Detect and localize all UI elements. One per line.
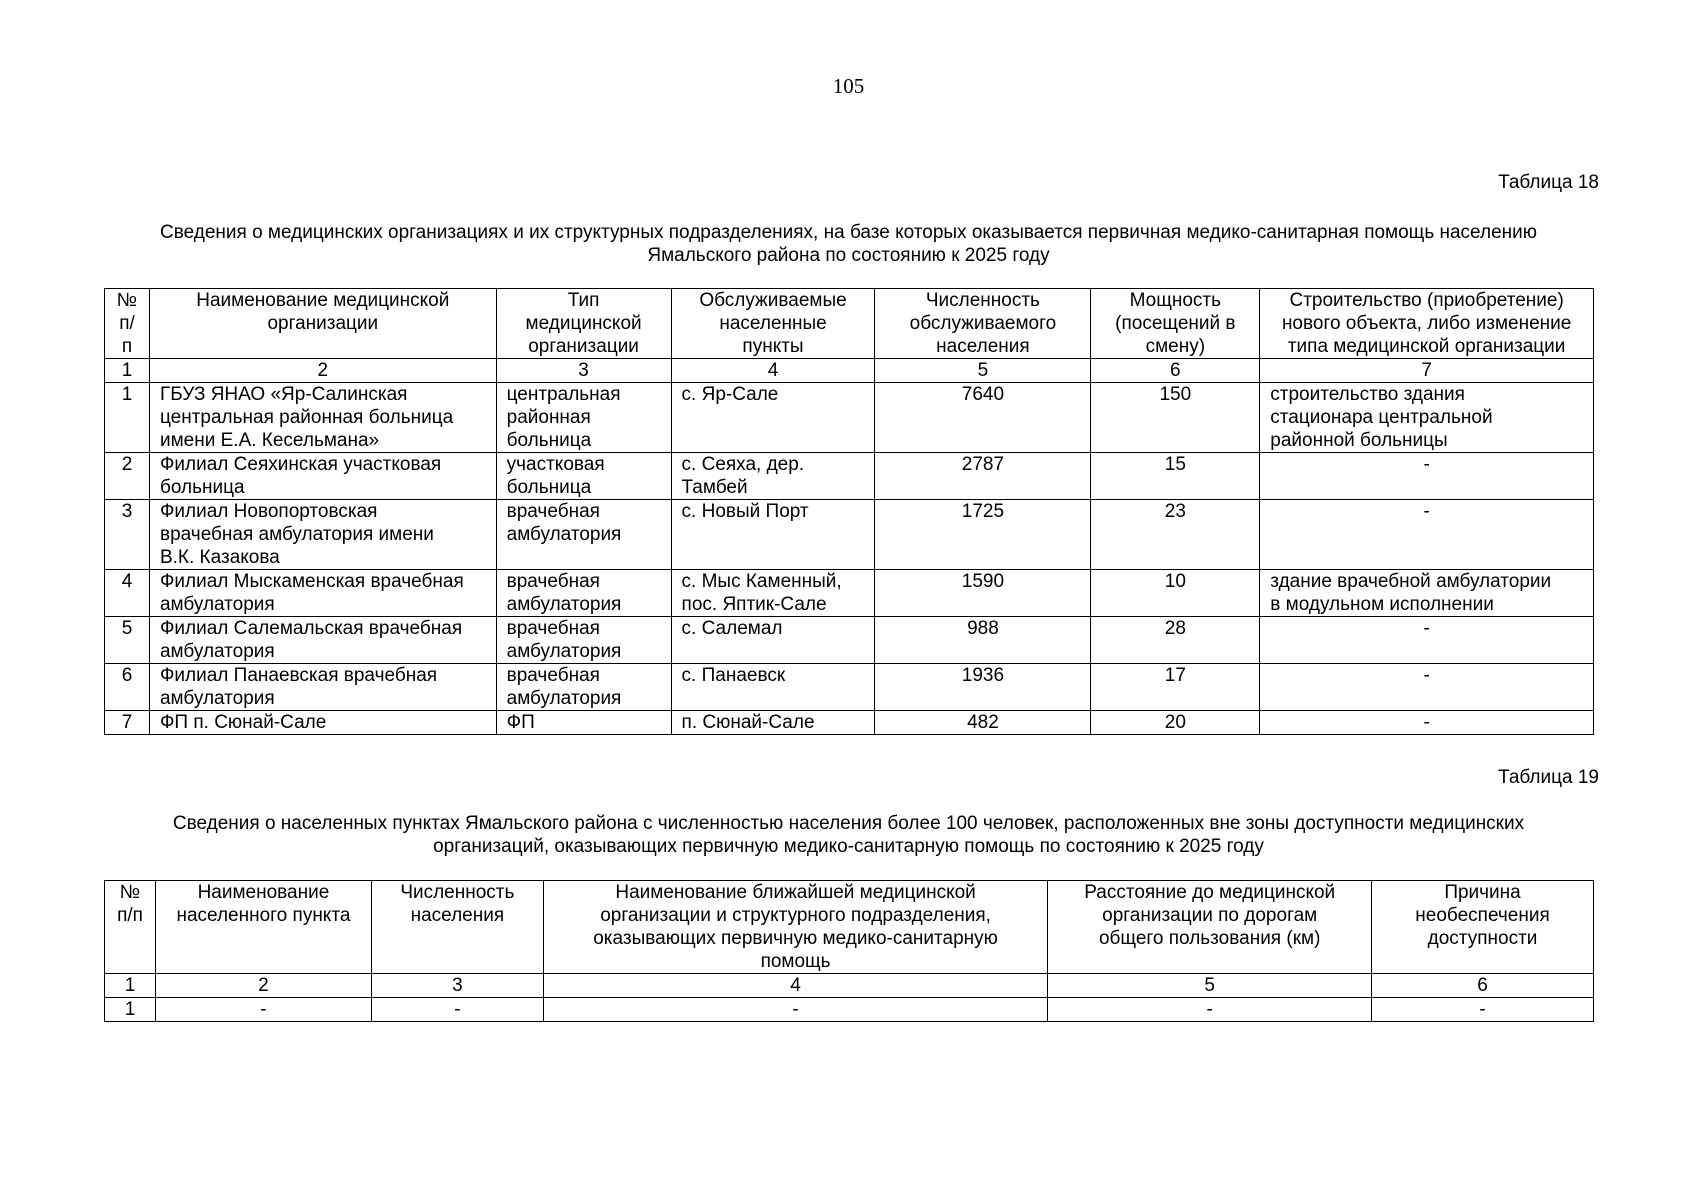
table18-cell-name-line: ГБУЗ ЯНАО «Яр-Салинская [159, 384, 408, 405]
table19-header-cell-line: организации по дорогам [1102, 905, 1318, 926]
table18-column-number [105, 359, 150, 383]
table19-cell-line: - [454, 999, 461, 1020]
table18-column-number [1091, 359, 1260, 383]
table18-cell-capacity [1091, 383, 1260, 453]
table18-column-numbers [105, 359, 1594, 383]
table18-cell-capacity-line: 28 [1164, 618, 1186, 639]
table-row [105, 664, 1594, 711]
table19-cell [1048, 998, 1372, 1022]
table18-cell-settlements-line: с. Панаевск [681, 665, 786, 686]
table18-cell-settlements-line: с. Мыс Каменный, [681, 571, 842, 592]
table18-cell-construction [1260, 617, 1594, 664]
table18-cell-type-line: центральная [506, 384, 621, 405]
table18-header-cell-line: Наименование медицинской [196, 290, 450, 311]
table19-header-cell-line: помощь [760, 951, 831, 972]
table18-cell-population-line: 1936 [961, 665, 1005, 686]
table18-column-number-line: 3 [578, 360, 589, 381]
table18-header-cell-line: населенные [719, 313, 827, 334]
table18-cell-capacity-line: 23 [1164, 501, 1186, 522]
table18-cell-num [105, 500, 150, 570]
table18-cell-settlements-line: с. Новый Порт [681, 501, 809, 522]
table19-header-cell [105, 881, 156, 974]
table18-cell-name [149, 500, 496, 570]
table18-cell-name-line: Филиал Салемальская врачебная [159, 618, 463, 639]
table18-cell-population [875, 711, 1091, 735]
table18-header-cell-line: обслуживаемого [909, 313, 1057, 334]
table18-header-cell-line: организации [267, 313, 379, 334]
table19-cell [1372, 998, 1594, 1022]
table18-cell-capacity [1091, 500, 1260, 570]
table18-header-cell-line: населения [936, 336, 1030, 357]
table19-column-number-line: 5 [1204, 975, 1215, 996]
table-row [105, 453, 1594, 500]
table19-cell [105, 998, 156, 1022]
table18-cell-name-line: больница [159, 477, 245, 498]
table18-header-cell-line: смену) [1145, 336, 1206, 357]
table18-header-cell-line: Тип [567, 290, 600, 311]
table18-cell-name-line: врачебная амбулатория имени [159, 524, 434, 545]
table18-header-cell-line: медицинской [525, 313, 642, 334]
table18-column-number-line: 4 [767, 360, 779, 381]
table18-cell-construction [1260, 453, 1594, 500]
table18-cell-construction-line: строительство здания [1270, 384, 1465, 405]
table-row [105, 617, 1594, 664]
table19-caption-line2: организаций, оказывающих первичную медико-санитарную помощь по состоянию к 2025 году [433, 836, 1264, 857]
table19-cell [371, 998, 543, 1022]
table18-cell-construction [1260, 500, 1594, 570]
table18-column-number-line: 7 [1421, 360, 1432, 381]
table18-cell-name-line: Филиал Сеяхинская участковая [159, 454, 442, 475]
table-row [105, 711, 1594, 735]
table19-header-cell-line: № [119, 882, 141, 903]
table19-column-number-line: 2 [258, 975, 269, 996]
table18-caption [104, 221, 1593, 267]
table19-header-cell-line: организации и структурного подразделения, [600, 905, 991, 926]
table18-cell-capacity [1091, 453, 1260, 500]
table19-header-cell-line: п/п [117, 905, 143, 926]
table18-cell-name-line: центральная районная больница [159, 407, 454, 428]
table18-cell-name-line: имени Е.А. Кесельмана» [159, 430, 380, 451]
table18-cell-num [105, 664, 150, 711]
table18-cell-num [105, 453, 150, 500]
table18-header-cell-line: пункты [742, 336, 804, 357]
table19-column-number [543, 974, 1048, 998]
table18-cell-type-line: участковая [506, 454, 605, 475]
table18-cell-num [105, 711, 150, 735]
table19-column-number [105, 974, 156, 998]
table19 [104, 880, 1594, 1022]
table19-header-cell-line: Наименование ближайшей медицинской [615, 882, 976, 903]
table18-cell-name [149, 383, 496, 453]
table18-header-cell-line: Численность [925, 290, 1040, 311]
table18-header-cell-line: организации [528, 336, 639, 357]
table18-cell-num-line: 2 [121, 454, 133, 475]
table-row [105, 500, 1594, 570]
table18-cell-type-line: амбулатория [506, 594, 622, 615]
table18-cell-settlements [671, 664, 875, 711]
table18-cell-population [875, 383, 1091, 453]
table18-cell-capacity [1091, 617, 1260, 664]
table19-header-cell-line: общего пользования (км) [1098, 928, 1321, 949]
table19-cell-line: - [792, 999, 799, 1020]
table18-cell-type-line: районная [506, 407, 591, 428]
table18-cell-construction-line: - [1423, 501, 1430, 522]
table18-cell-settlements-line: с. Яр-Сале [681, 384, 779, 405]
table18-cell-population-line: 2787 [961, 454, 1005, 475]
table19-body [105, 998, 1594, 1022]
table18-column-number-line: 1 [121, 360, 133, 381]
table18-column-number [496, 359, 671, 383]
table18-cell-num [105, 570, 150, 617]
table18-cell-name [149, 453, 496, 500]
table18-cell-settlements-line: п. Сюнай-Сале [681, 712, 815, 733]
table18-cell-settlements [671, 453, 875, 500]
table18-cell-population [875, 617, 1091, 664]
table-row [105, 570, 1594, 617]
table18-header-cell [1091, 289, 1260, 359]
table18-cell-name [149, 664, 496, 711]
table18-cell-type [496, 500, 671, 570]
table19-header-cell-line: необеспечения [1415, 905, 1550, 926]
table18-cell-num-line: 4 [121, 571, 133, 592]
table18-cell-capacity-line: 17 [1164, 665, 1186, 686]
table18-header-cell [1260, 289, 1594, 359]
table19-header-cell [1372, 881, 1594, 974]
page-number: 105 [832, 74, 865, 98]
table18-cell-construction-line: стационара центральной [1270, 407, 1493, 428]
table18-body [105, 383, 1594, 735]
table18-header-cell [671, 289, 875, 359]
table18-cell-type [496, 383, 671, 453]
table18-header-cell-line: п/ [119, 313, 135, 334]
table19-header-cell-line: оказывающих первичную медико-санитарную [593, 928, 998, 949]
table18-cell-construction [1260, 711, 1594, 735]
table18-header-cell-line: № [116, 290, 138, 311]
table18-cell-capacity-line: 150 [1159, 384, 1192, 405]
table18-cell-type-line: амбулатория [506, 641, 622, 662]
table18-label: Таблица 18 [1498, 172, 1599, 193]
table18-cell-settlements-line: с. Салемал [681, 618, 783, 639]
table18-header-cell-line: нового объекта, либо изменение [1281, 313, 1572, 334]
table18-cell-type-line: больница [506, 430, 592, 451]
table18-cell-type [496, 617, 671, 664]
table18-column-number-line: 6 [1170, 360, 1181, 381]
table18-cell-capacity [1091, 711, 1260, 735]
table19-header-cell [543, 881, 1048, 974]
table18-cell-population-line: 1590 [961, 571, 1005, 592]
table18-cell-capacity-line: 10 [1164, 571, 1186, 592]
table19-cell [155, 998, 371, 1022]
table18-cell-num-line: 6 [121, 665, 133, 686]
table18-cell-construction [1260, 664, 1594, 711]
table19-column-number [1372, 974, 1594, 998]
table18-cell-population [875, 664, 1091, 711]
table18-header [105, 289, 1594, 383]
table18 [104, 288, 1594, 735]
table18-header-cell [875, 289, 1091, 359]
table18-cell-num-line: 1 [121, 384, 133, 405]
table19-header-row [105, 881, 1594, 974]
table18-cell-settlements [671, 500, 875, 570]
table19-label: Таблица 19 [1498, 767, 1599, 788]
table-row [105, 383, 1594, 453]
table18-cell-population [875, 500, 1091, 570]
table18-cell-construction [1260, 570, 1594, 617]
table19-header-cell [371, 881, 543, 974]
table19-header-cell [1048, 881, 1372, 974]
table19-column-number-line: 1 [124, 975, 136, 996]
table18-cell-construction [1260, 383, 1594, 453]
table19-column-number-line: 6 [1477, 975, 1488, 996]
table18-cell-num-line: 3 [121, 501, 133, 522]
table18-cell-construction-line: здание врачебной амбулатории [1270, 571, 1552, 592]
table18-cell-type [496, 570, 671, 617]
table18-cell-settlements-line: Тамбей [681, 477, 748, 498]
table18-caption-line2: Ямальского района по состоянию к 2025 году [647, 245, 1050, 266]
table18-cell-construction-line: - [1423, 618, 1430, 639]
table19-header-cell-line: Численность [400, 882, 515, 903]
table18-cell-construction-line: районной больницы [1270, 430, 1448, 451]
table18-cell-type [496, 453, 671, 500]
table18-cell-settlements [671, 711, 875, 735]
table19-cell-line: - [260, 999, 267, 1020]
table18-cell-num [105, 383, 150, 453]
table18-cell-construction-line: - [1423, 454, 1430, 475]
table18-cell-name-line: амбулатория [159, 641, 275, 662]
table19-cell-line: 1 [124, 999, 136, 1020]
table19-header-cell-line: населенного пункта [176, 905, 351, 926]
table18-header-cell-line: Обслуживаемые [699, 290, 847, 311]
table18-header-row [105, 289, 1594, 359]
table18-cell-num-line: 5 [121, 618, 133, 639]
table18-header-cell-line: Строительство (приобретение) [1289, 290, 1564, 311]
table18-column-number [149, 359, 496, 383]
table18-cell-settlements [671, 617, 875, 664]
table18-cell-name [149, 711, 496, 735]
table19-header-cell-line: населения [410, 905, 505, 926]
table19-cell-line: - [1206, 999, 1213, 1020]
table18-cell-type-line: амбулатория [506, 688, 622, 709]
table18-cell-name [149, 617, 496, 664]
table18-column-number [1260, 359, 1594, 383]
table18-cell-population [875, 453, 1091, 500]
table19-caption [104, 812, 1593, 858]
table18-header-cell [496, 289, 671, 359]
table18-column-number [875, 359, 1091, 383]
table19-column-numbers [105, 974, 1594, 998]
table18-cell-population-line: 988 [967, 618, 999, 639]
table18-cell-name-line: амбулатория [159, 688, 275, 709]
table18-cell-name-line: Филиал Мыскаменская врачебная [159, 571, 464, 592]
table18-cell-settlements [671, 383, 875, 453]
table19-header-cell-line: Наименование [197, 882, 330, 903]
table18-cell-name-line: амбулатория [159, 594, 275, 615]
table19-cell-line: - [1479, 999, 1486, 1020]
table18-cell-type-line: больница [506, 477, 592, 498]
table19-column-number [371, 974, 543, 998]
table18-cell-construction-line: - [1423, 712, 1430, 733]
table19-column-number-line: 4 [790, 975, 801, 996]
table18-cell-type-line: врачебная [506, 571, 600, 592]
table18-cell-name [149, 570, 496, 617]
table18-cell-type [496, 664, 671, 711]
table18-header-cell-line: Мощность [1129, 290, 1222, 311]
table18-cell-name-line: В.К. Казакова [159, 547, 280, 568]
table19-header-cell-line: Причина [1444, 882, 1521, 903]
table18-cell-settlements-line: с. Сеяха, дер. [681, 454, 805, 475]
table18-cell-name-line: Филиал Новопортовская [159, 501, 378, 522]
table18-header-cell [149, 289, 496, 359]
table18-header-cell-line: типа медицинской организации [1287, 336, 1566, 357]
table19-cell [543, 998, 1048, 1022]
table19-column-number-line: 3 [452, 975, 463, 996]
table18-cell-construction-line: - [1423, 665, 1430, 686]
table18-header-cell-line: (посещений в [1115, 313, 1236, 334]
table19-header [105, 881, 1594, 998]
table19-caption-line1: Сведения о населенных пунктах Ямальского района с численностью населения более 100 человек, расположенных вне зоны доступности медицинских [172, 813, 1525, 834]
table18-cell-num-line: 7 [121, 712, 133, 733]
table18-cell-type-line: амбулатория [506, 524, 622, 545]
table18-cell-name-line: ФП п. Сюнай-Сале [159, 712, 327, 733]
table18-cell-population-line: 7640 [961, 384, 1005, 405]
table18-cell-type-line: врачебная [506, 665, 600, 686]
table18-cell-capacity [1091, 664, 1260, 711]
table18-cell-name-line: Филиал Панаевская врачебная [159, 665, 438, 686]
table19-header-cell [155, 881, 371, 974]
table18-header-cell-line: п [121, 336, 133, 357]
table18-header-cell [105, 289, 150, 359]
table18-cell-type-line: врачебная [506, 501, 600, 522]
table18-cell-capacity [1091, 570, 1260, 617]
table18-cell-capacity-line: 15 [1164, 454, 1186, 475]
table18-cell-settlements-line: пос. Яптик-Сале [681, 594, 827, 615]
table18-cell-settlements [671, 570, 875, 617]
table18-cell-type-line: ФП [506, 712, 535, 733]
table18-cell-population [875, 570, 1091, 617]
table18-cell-population-line: 1725 [961, 501, 1005, 522]
table19-column-number [155, 974, 371, 998]
table18-column-number-line: 5 [977, 360, 989, 381]
table18-cell-capacity-line: 20 [1164, 712, 1186, 733]
table18-cell-population-line: 482 [967, 712, 999, 733]
table18-cell-construction-line: в модульном исполнении [1270, 594, 1494, 615]
table18-column-number-line: 2 [317, 360, 329, 381]
table19-header-cell-line: доступности [1427, 928, 1538, 949]
table-row [105, 998, 1594, 1022]
table18-column-number [671, 359, 875, 383]
table18-cell-type-line: врачебная [506, 618, 600, 639]
table19-column-number [1048, 974, 1372, 998]
table18-cell-type [496, 711, 671, 735]
table19-header-cell-line: Расстояние до медицинской [1084, 882, 1336, 903]
table18-caption-line1: Сведения о медицинских организациях и их структурных подразделениях, на базе которых оказывается первичная медико-санитарная помощь населению [160, 222, 1537, 243]
table18-cell-num [105, 617, 150, 664]
